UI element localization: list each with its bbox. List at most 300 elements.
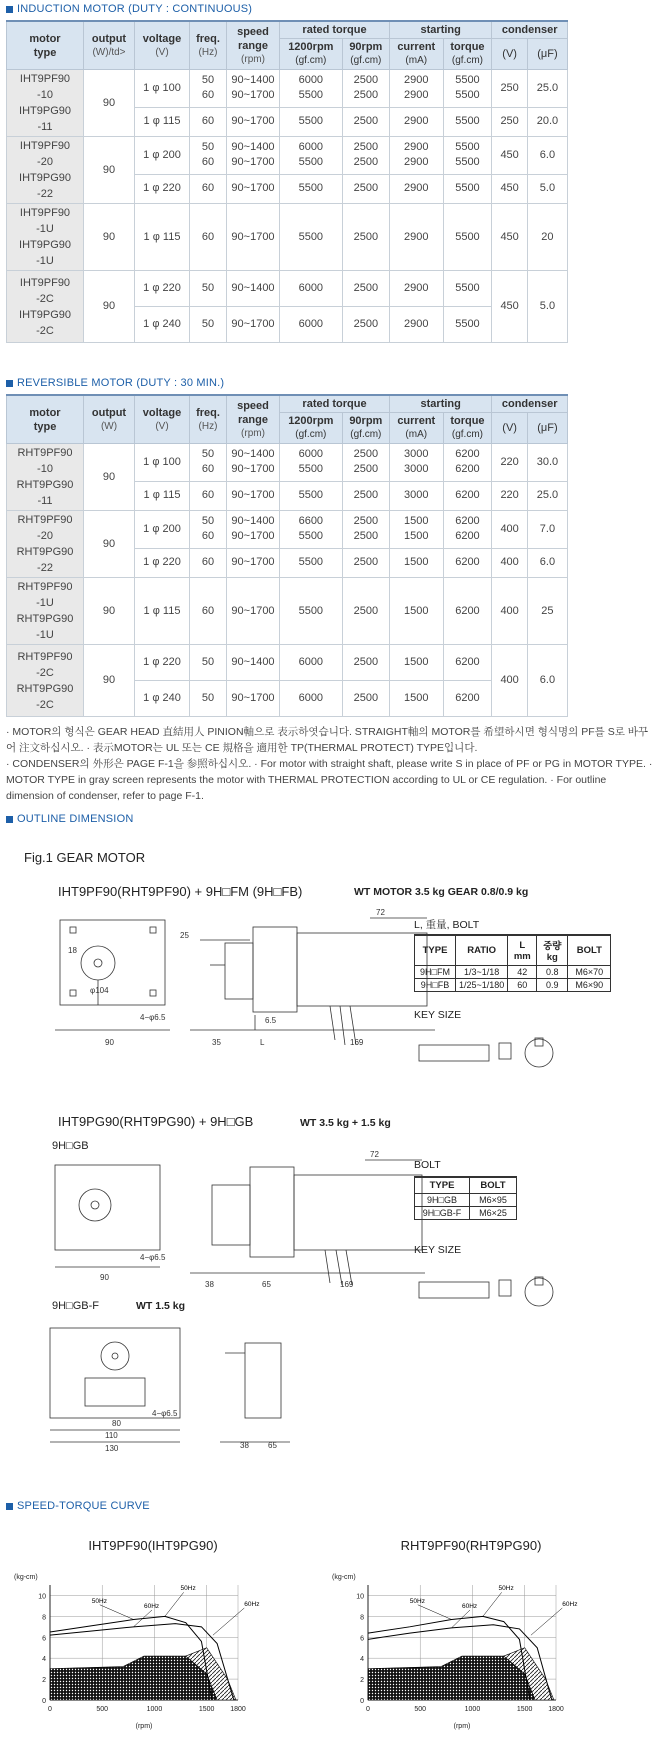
current-value: 1500: [404, 556, 429, 569]
y-tick-label: 4: [42, 1656, 46, 1664]
header-90rpm-text: 90rpm: [349, 41, 383, 53]
series-label: 50Hz: [91, 1597, 107, 1605]
t1200-cell: [280, 70, 343, 108]
freq-value: 60: [201, 230, 215, 243]
header-rated-torque: rated torque: [280, 21, 390, 39]
t1200-value: 6600: [298, 515, 324, 528]
peak-label-60hz: 60Hz: [244, 1600, 260, 1608]
freq-value: 50: [201, 515, 215, 528]
header-90rpm-text: 90rpm: [349, 415, 383, 427]
fig2-dim-90: 90: [100, 1273, 109, 1282]
voltage-cell: 1 φ 115: [135, 578, 190, 645]
header-freq-text: freq.: [196, 32, 220, 45]
t90-value: 2500: [353, 692, 379, 704]
t90-value: 2500: [353, 282, 379, 294]
model-line: -22: [37, 188, 53, 200]
model-cell: [7, 511, 84, 578]
speed-cell: [227, 481, 280, 510]
x-tick-label: 1500: [516, 1706, 533, 1713]
output-cell: 90: [84, 511, 135, 578]
current-cell: [390, 681, 443, 717]
small-table-cell: 9H□GB-F: [415, 1207, 470, 1220]
current-cell: [390, 137, 443, 175]
model-cell: [7, 444, 84, 511]
t90-value: 2500: [353, 515, 379, 528]
model-line: RHT9PG90: [16, 682, 74, 695]
header-torque-text: (gf.cm): [451, 429, 483, 440]
speed-value: 90~1400: [231, 515, 275, 528]
outline-title-text: OUTLINE DIMENSION: [17, 813, 134, 825]
x-tick-label: 1500: [198, 1706, 215, 1713]
current-value: 2900: [404, 74, 429, 87]
header-freq-text: freq.: [196, 406, 220, 419]
square-bullet-icon: [6, 380, 13, 387]
speed-value: 90~1400: [231, 282, 275, 294]
torque-value: 6200: [455, 556, 480, 569]
voltage-cell: 1 φ 240: [135, 681, 190, 717]
model-cell: [7, 70, 84, 137]
current-cell: [390, 511, 443, 549]
header-condenser: condenser: [492, 21, 568, 39]
speed-cell: [227, 681, 280, 717]
model-line: -2C: [36, 698, 54, 711]
header-torque: [443, 413, 492, 444]
torque-value: 5500: [455, 115, 480, 128]
model-line: IHT9PF90: [19, 140, 71, 152]
header-voltage: [135, 21, 190, 70]
header-cond-v: (V): [492, 413, 527, 444]
t90-value: 2500: [353, 604, 379, 617]
speed-value: 90~1700: [231, 556, 275, 569]
model-line: RHT9PF90: [17, 581, 73, 593]
fig3-caption: 9H□GB-F: [52, 1300, 99, 1312]
small-table-cell: M6×25: [470, 1207, 517, 1220]
model-line: RHT9PF90: [17, 447, 73, 459]
small-table-header: BOLT: [470, 1177, 517, 1194]
t1200-value: 6000: [298, 318, 324, 330]
freq-cell: [190, 481, 227, 510]
header-motor-type-text: motor: [29, 32, 61, 45]
small-table-cell: 9H□GB: [415, 1194, 470, 1207]
model-line: -1U: [36, 255, 54, 267]
output-cell: 90: [84, 578, 135, 645]
freq-cell: [190, 271, 227, 307]
current-cell: [390, 645, 443, 681]
y-tick-label: 10: [38, 1593, 46, 1601]
operating-region-dense: [368, 1656, 535, 1700]
freq-cell: [190, 204, 227, 271]
cond-v-cell: 400: [492, 548, 527, 577]
torque-cell: [443, 681, 492, 717]
t90-value: 2500: [353, 74, 379, 87]
freq-value: 50: [201, 318, 215, 330]
model-line: RHT9PF90: [17, 650, 73, 663]
model-cell: [7, 271, 84, 343]
y-tick-label: 10: [356, 1593, 364, 1601]
cond-v-cell: 400: [492, 578, 527, 645]
cond-v-cell: 450: [492, 137, 527, 175]
torque-value: 6200: [455, 489, 480, 502]
current-cell: [390, 107, 443, 136]
t1200-cell: [280, 107, 343, 136]
speed-cell: [227, 204, 280, 271]
t1200-value: 6000: [298, 448, 324, 461]
header-freq-text: (Hz): [198, 46, 218, 58]
header-voltage: [135, 395, 190, 444]
output-cell: 90: [84, 137, 135, 204]
small-table-header: L mm: [508, 935, 537, 966]
dim-25: 25: [180, 931, 189, 940]
model-line: IHT9PG90: [19, 105, 71, 117]
speed-value: 90~1700: [231, 115, 275, 128]
fig2-motor-front: [250, 1167, 294, 1257]
small-table-cell: 1/3~1/18: [456, 966, 508, 979]
torque-cell: [443, 174, 492, 203]
t1200-value: 5500: [298, 604, 324, 617]
fig3-dim-130: 130: [105, 1444, 119, 1453]
gearhead-side: [225, 943, 253, 999]
fig1-caption: IHT9PF90(RHT9PF90) + 9H□FM (9H□FB): [58, 884, 303, 899]
model-line: -20: [37, 156, 53, 168]
t90-value: 2500: [353, 463, 379, 476]
speed-torque-chart-rht: [326, 1530, 641, 1745]
t1200-cell: [280, 174, 343, 203]
header-voltage-text: voltage: [142, 32, 182, 45]
fig2-caption: IHT9PG90(RHT9PG90) + 9H□GB: [58, 1114, 254, 1129]
t1200-value: 6000: [298, 692, 324, 704]
fig2-dim-72: 72: [370, 1150, 379, 1159]
fig1-table-title: L, 重量, BOLT: [414, 919, 480, 931]
t1200-value: 6000: [298, 74, 324, 87]
freq-value: 50: [201, 656, 215, 668]
cond-uf-cell: 6.0: [527, 645, 567, 717]
model-line: -2C: [36, 292, 54, 305]
header-current: [390, 39, 443, 70]
table-row: [7, 204, 568, 271]
model-line: RHT9PG90: [16, 613, 74, 625]
voltage-cell: 1 φ 240: [135, 307, 190, 343]
motor-front: [253, 927, 297, 1012]
x-tick-label: 0: [48, 1706, 52, 1713]
t1200-value: 5500: [298, 463, 324, 476]
speed-cell: [227, 137, 280, 175]
t1200-cell: [280, 645, 343, 681]
cond-uf-cell: 30.0: [527, 444, 567, 482]
header-starting: starting: [390, 395, 492, 413]
cond-uf-cell: 25.0: [527, 70, 567, 108]
x-tick-label: 500: [414, 1706, 427, 1713]
t90-cell: [342, 511, 389, 549]
t1200-value: 5500: [298, 530, 324, 543]
header-1200rpm-text: 1200rpm: [288, 415, 334, 427]
fig2-subtitle: 9H□GB: [52, 1140, 89, 1152]
speed-value: 90~1700: [231, 489, 275, 502]
fig3-side: [245, 1343, 281, 1418]
bolt-title: BOLT: [414, 1159, 441, 1171]
freq-cell: [190, 645, 227, 681]
speed-cell: [227, 645, 280, 681]
small-table-header: 중량 kg: [537, 935, 568, 966]
cond-v-cell: 450: [492, 174, 527, 203]
model-line: -22: [37, 562, 53, 574]
flange-circle: [81, 946, 115, 980]
header-1200rpm-text: (gf.cm): [295, 55, 327, 66]
freq-value: 60: [201, 156, 215, 169]
torque-value: 6200: [455, 692, 480, 704]
header-freq: [190, 395, 227, 444]
output-cell: 90: [84, 271, 135, 343]
speed-cell: [227, 578, 280, 645]
header-speed-text: speed: [237, 399, 269, 412]
model-line: IHT9PG90: [19, 172, 71, 184]
header-current-text: (mA): [405, 429, 428, 440]
t1200-value: 5500: [298, 182, 324, 195]
header-speed: [227, 395, 280, 444]
freq-cell: [190, 578, 227, 645]
freq-value: 60: [201, 604, 215, 617]
table-row: [7, 444, 568, 482]
table-row: [7, 511, 568, 549]
reversible-section-title: [6, 377, 224, 389]
header-torque: [443, 39, 492, 70]
current-value: 3000: [404, 448, 429, 461]
speed-cell: [227, 107, 280, 136]
dim-4-65: 4−φ6.5: [140, 1013, 166, 1022]
operating-region-dense: [50, 1656, 217, 1700]
fig3-weight: WT 1.5 kg: [136, 1300, 186, 1312]
freq-value: 50: [201, 141, 215, 154]
t90-value: 2500: [353, 141, 379, 154]
t90-cell: [342, 137, 389, 175]
small-table-cell: 9H□FB: [415, 979, 456, 992]
fig-title: Fig.1 GEAR MOTOR: [24, 850, 146, 865]
output-cell: 90: [84, 645, 135, 717]
freq-cell: [190, 174, 227, 203]
torque-value: 5500: [455, 182, 480, 195]
model-line: -20: [37, 530, 53, 542]
y-tick-label: 2: [42, 1677, 46, 1685]
x-axis-label: (rpm): [135, 1723, 153, 1730]
small-table-cell: 9H□FM: [415, 966, 456, 979]
current-cell: [390, 578, 443, 645]
header-voltage-text: (V): [155, 46, 169, 58]
y-tick-label: 0: [360, 1698, 364, 1705]
t90-cell: [342, 645, 389, 681]
voltage-cell: 1 φ 220: [135, 645, 190, 681]
header-output-text: output: [91, 406, 127, 419]
torque-value: 5500: [455, 318, 480, 330]
current-value: 2900: [404, 318, 429, 330]
voltage-cell: 1 φ 200: [135, 511, 190, 549]
model-line: IHT9PG90: [19, 308, 71, 321]
torque-cell: [443, 204, 492, 271]
fig1-dimension-table: [414, 934, 611, 992]
table-row: [7, 271, 568, 307]
fig2-weight: WT 3.5 kg + 1.5 kg: [300, 1117, 391, 1129]
y-tick-label: 4: [360, 1656, 364, 1664]
model-line: RHT9PF90: [17, 514, 73, 526]
fig3-flange-outline: [50, 1328, 180, 1418]
header-output: [84, 395, 135, 444]
model-line: -1U: [36, 597, 54, 609]
small-table-cell: 1/25~1/180: [456, 979, 508, 992]
header-speed-text: (rpm): [241, 427, 265, 439]
voltage-cell: 1 φ 115: [135, 204, 190, 271]
y-axis-label: (kg-cm): [14, 1574, 38, 1581]
model-cell: [7, 578, 84, 645]
fig3-dim-4-65: 4−φ6.5: [152, 1409, 178, 1418]
small-table-cell: 0.8: [537, 966, 568, 979]
torque-cell: [443, 548, 492, 577]
header-motor-type-text: type: [33, 46, 57, 59]
torque-cell: [443, 307, 492, 343]
torque-cell: [443, 107, 492, 136]
model-line: -11: [37, 495, 53, 507]
model-line: -10: [37, 463, 53, 475]
header-torque-text: (gf.cm): [451, 55, 483, 66]
key-size-drawing-2: [414, 1262, 574, 1332]
speed-torque-title-text: SPEED-TORQUE CURVE: [17, 1500, 150, 1512]
header-torque-text: torque: [450, 415, 485, 427]
voltage-cell: 1 φ 200: [135, 137, 190, 175]
notes-block: [6, 724, 654, 804]
header-cond-v: (V): [492, 39, 527, 70]
speed-cell: [227, 548, 280, 577]
voltage-cell: 1 φ 115: [135, 107, 190, 136]
dim-104: φ104: [90, 986, 109, 995]
t1200-cell: [280, 271, 343, 307]
header-motor-type: [7, 395, 84, 444]
y-tick-label: 8: [42, 1614, 46, 1622]
dim-35: 35: [212, 1038, 221, 1047]
induction-spec-table: [6, 20, 568, 343]
header-output-text: output: [91, 32, 127, 45]
header-1200rpm: [280, 413, 343, 444]
model-line: -10: [37, 89, 53, 101]
x-tick-label: 0: [366, 1706, 370, 1713]
t1200-cell: [280, 137, 343, 175]
peak-label-50hz: 50Hz: [180, 1585, 196, 1593]
y-tick-label: 2: [360, 1677, 364, 1685]
speed-cell: [227, 271, 280, 307]
header-current-text: current: [397, 415, 436, 427]
fig3-dim-38: 38: [240, 1441, 249, 1450]
small-table-header: BOLT: [568, 935, 611, 966]
t1200-cell: [280, 578, 343, 645]
speed-torque-chart-iht: [8, 1530, 323, 1745]
dim-L: L: [260, 1038, 265, 1047]
cond-v-cell: 220: [492, 481, 527, 510]
header-1200rpm-text: (gf.cm): [295, 429, 327, 440]
table-row: [415, 1207, 517, 1220]
voltage-cell: 1 φ 220: [135, 271, 190, 307]
t90-cell: [342, 204, 389, 271]
cond-v-cell: 450: [492, 271, 527, 343]
current-value: 2900: [404, 115, 429, 128]
t90-cell: [342, 481, 389, 510]
table-row: [7, 70, 568, 108]
current-value: 2900: [404, 182, 429, 195]
current-value: 2900: [404, 282, 429, 294]
x-tick-label: 1000: [146, 1706, 163, 1713]
torque-value: 5500: [455, 156, 480, 169]
fig3-dim-80: 80: [112, 1419, 121, 1428]
small-table-cell: 0.9: [537, 979, 568, 992]
freq-value: 60: [201, 530, 215, 543]
note-line-2: · CONDENSER의 外形은 PAGE F-1을 参照하십시오. · For motor with straight shaft, please write S in place of PF or PG in MOTOR TYPE. · MOTOR TYPE in gray screen represents the motor with THERMAL PROTECTION according to UL or CE regulation. · For outline dimension of condenser, refer to page F-1.: [6, 758, 653, 802]
t90-cell: [342, 174, 389, 203]
t1200-value: 6000: [298, 141, 324, 154]
torque-cell: [443, 578, 492, 645]
freq-cell: [190, 307, 227, 343]
freq-value: 50: [201, 692, 215, 704]
cond-v-cell: 250: [492, 107, 527, 136]
torque-value: 5500: [455, 89, 480, 102]
speed-value: 90~1700: [231, 318, 275, 330]
header-output-text: (W): [100, 420, 118, 432]
reversible-spec-table: [6, 394, 568, 717]
current-cell: [390, 204, 443, 271]
cond-v-cell: 220: [492, 444, 527, 482]
voltage-cell: 1 φ 100: [135, 70, 190, 108]
current-value: 2900: [404, 141, 429, 154]
dim-90: 90: [105, 1038, 114, 1047]
header-output: [84, 21, 135, 70]
model-line: RHT9PG90: [16, 546, 74, 558]
small-table-cell: 60: [508, 979, 537, 992]
header-speed-text: speed: [237, 25, 269, 38]
model-line: -1U: [36, 629, 54, 641]
t90-value: 2500: [353, 89, 379, 102]
table-row: [415, 979, 611, 992]
freq-value: 60: [201, 556, 215, 569]
current-value: 3000: [404, 463, 429, 476]
freq-cell: [190, 548, 227, 577]
peak-label-60hz: 60Hz: [562, 1600, 578, 1608]
header-output-text: (W)/td>: [92, 46, 126, 58]
t90-cell: [342, 107, 389, 136]
speed-cell: [227, 444, 280, 482]
t90-value: 2500: [353, 448, 379, 461]
fig2-motor-body: [294, 1175, 422, 1250]
dim-72: 72: [376, 908, 385, 917]
fig1-weight: WT MOTOR 3.5 kg GEAR 0.8/0.9 kg: [354, 886, 529, 898]
torque-value: 5500: [455, 74, 480, 87]
speed-value: 90~1400: [231, 141, 275, 154]
square-bullet-icon: [6, 6, 13, 13]
cond-v-cell: 450: [492, 204, 527, 271]
current-cell: [390, 271, 443, 307]
speed-value: 90~1700: [231, 692, 275, 704]
torque-cell: [443, 481, 492, 510]
current-value: 2900: [404, 230, 429, 243]
torque-value: 6200: [455, 604, 480, 617]
speed-value: 90~1400: [231, 448, 275, 461]
header-torque-text: torque: [450, 41, 485, 53]
t1200-cell: [280, 511, 343, 549]
t90-value: 2500: [353, 556, 379, 569]
header-voltage-text: voltage: [142, 406, 182, 419]
header-motor-type-text: type: [33, 420, 57, 433]
model-line: IHT9PF90: [19, 276, 71, 289]
cond-uf-cell: 6.0: [527, 137, 567, 175]
speed-value: 90~1700: [231, 182, 275, 195]
torque-cell: [443, 444, 492, 482]
induction-section-title: [6, 3, 252, 15]
t1200-value: 5500: [298, 489, 324, 502]
header-speed-text: range: [238, 413, 268, 426]
torque-cell: [443, 70, 492, 108]
